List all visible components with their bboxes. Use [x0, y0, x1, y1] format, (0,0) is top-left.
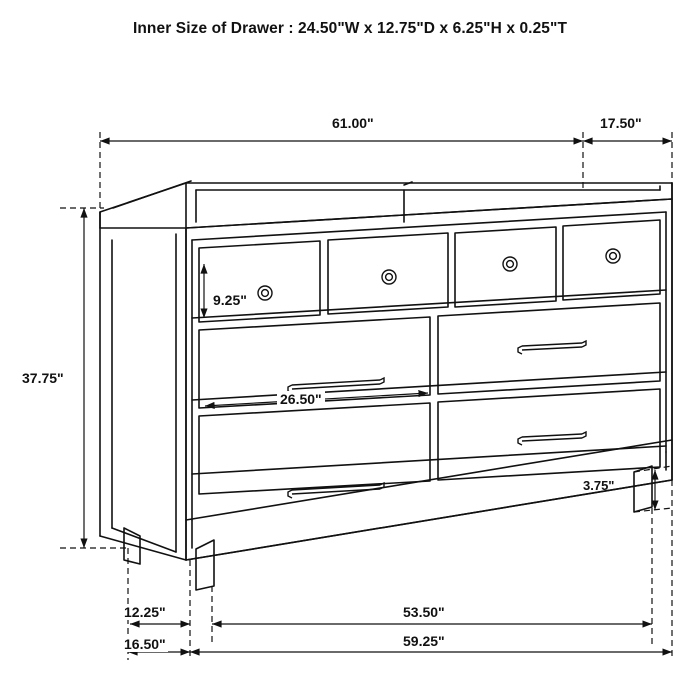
- dim-large-drawer-width-label: 26.50": [277, 391, 325, 407]
- dimension-lines: [60, 132, 672, 660]
- drawer-hardware: [258, 249, 620, 498]
- dim-base-width-label: 53.50": [399, 604, 449, 620]
- dim-overall-height-label: 37.75": [22, 370, 64, 386]
- dim-case-width-label: 59.25": [399, 633, 449, 649]
- dim-base-depth-label: 16.50": [124, 636, 166, 652]
- dim-top-width-label: 61.00": [332, 115, 374, 131]
- dresser-body: [100, 181, 672, 590]
- dim-top-depth-label: 17.50": [600, 115, 642, 131]
- dim-leg-height-label: 3.75": [583, 478, 615, 493]
- bar-pull: [518, 432, 586, 445]
- dim-foot-depth-label: 12.25": [124, 604, 166, 620]
- bar-pull: [518, 341, 586, 354]
- page-title: Inner Size of Drawer : 24.50"W x 12.75"D x 6.25"H x 0.25"T: [132, 20, 568, 37]
- dim-small-drawer-height-label: 9.25": [213, 292, 247, 308]
